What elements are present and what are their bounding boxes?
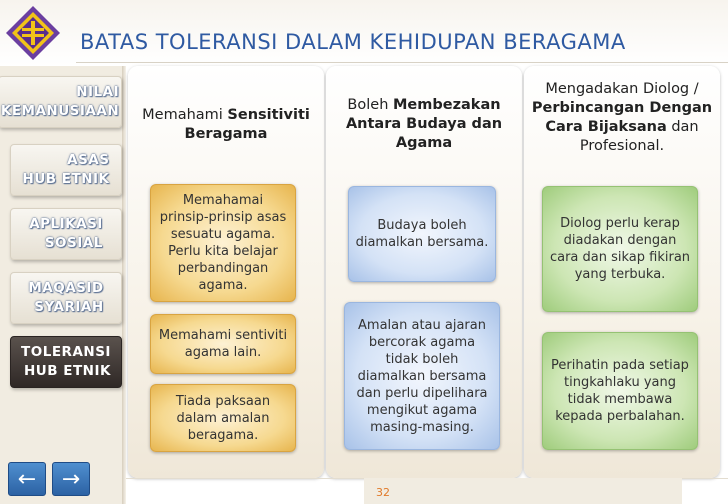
side-divider	[122, 66, 126, 504]
info-card: Amalan atau ajaran bercorak agama tidak boleh diamalkan bersama dan perlu dipelihara mengikut agama masing-masing.	[344, 302, 500, 450]
university-logo-icon	[4, 4, 62, 62]
previous-slide-button[interactable]: ←	[8, 462, 46, 496]
info-card: Diolog perlu kerap diadakan dengan cara dan sikap fikiran yang terbuka.	[542, 186, 698, 312]
column-diolog	[524, 66, 720, 478]
footer-band	[364, 478, 682, 504]
heading-text: dan Profesional.	[579, 119, 699, 154]
heading-text: Memahami	[142, 107, 228, 123]
nav-item-label: MAQASID SYARIAH	[28, 280, 104, 315]
info-card: Perihatin pada setiap tingkahlaku yang tidak membawa kepada perbalahan.	[542, 332, 698, 450]
page-title: BATAS TOLERANSI DALAM KEHIDUPAN BERAGAMA	[80, 30, 626, 54]
column-heading	[128, 106, 324, 144]
nav-item-nilai-kemanusiaan[interactable]	[0, 76, 122, 128]
column-sensitiviti	[128, 66, 324, 478]
title-divider	[76, 62, 728, 63]
nav-item-label: TOLERANSI HUB ETNIK	[21, 344, 111, 379]
page-number: 32	[376, 486, 390, 499]
nav-item-asas-hub-etnik[interactable]	[10, 144, 122, 196]
heading-text: Mengadakan Diolog /	[545, 81, 699, 97]
heading-bold-text: Membezakan Antara Budaya dan Agama	[345, 97, 503, 151]
info-card: Memahamai prinsip-prinsip asas sesuatu agama. Perlu kita belajar perbandingan agama.	[150, 184, 296, 302]
column-membezakan	[326, 66, 522, 478]
nav-item-label: APLIKASI SOSIAL	[29, 216, 103, 251]
nav-item-aplikasi-sosial[interactable]	[10, 208, 122, 260]
nav-item-label: NILAI KEMANUSIAAN	[0, 84, 120, 119]
info-card: Tiada paksaan dalam amalan beragama.	[150, 384, 296, 452]
column-heading	[524, 80, 720, 156]
column-heading	[326, 96, 522, 153]
heading-bold-text: Perbincangan Dengan Cara Bijaksana	[531, 100, 713, 135]
next-slide-button[interactable]: →	[52, 462, 90, 496]
nav-item-maqasid-syariah[interactable]	[10, 272, 122, 324]
heading-text: Boleh	[347, 97, 393, 113]
nav-item-label: ASAS HUB ETNIK	[22, 152, 110, 187]
heading-bold-text: Sensitiviti Beragama	[184, 107, 310, 142]
info-card: Budaya boleh diamalkan bersama.	[348, 186, 496, 282]
info-card: Memahami sentiviti agama lain.	[150, 314, 296, 374]
nav-item-toleransi-hub-etnik[interactable]	[10, 336, 122, 388]
